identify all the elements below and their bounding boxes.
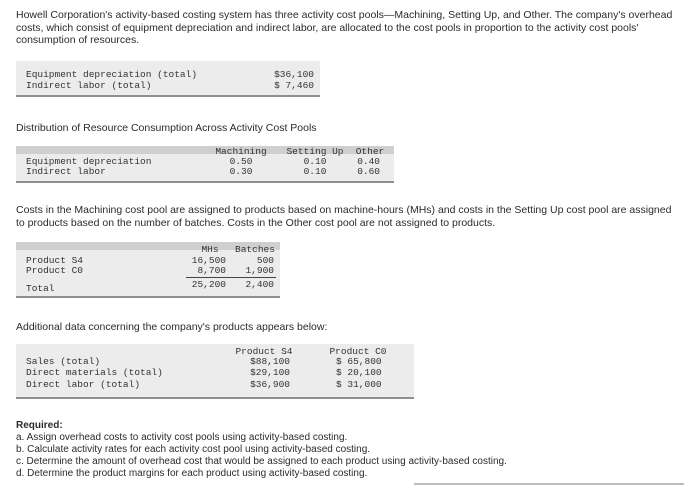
activity-row-label: Product C0	[26, 265, 84, 276]
product-cell: $ 20,100	[336, 367, 382, 378]
indirect-labor-label: Indirect labor (total)	[26, 80, 152, 91]
product-cell: $29,100	[250, 367, 290, 378]
dist-cell: 0.50	[229, 156, 253, 167]
activity-cell: 1,900	[245, 265, 274, 276]
equipment-depreciation-label: Equipment depreciation (total)	[26, 69, 198, 80]
col-machining: Machining	[215, 146, 267, 157]
required-item-d: d. Determine the product margins for each product using activity-based costing.	[16, 468, 368, 479]
dist-row-label: Equipment depreciation	[26, 156, 152, 167]
dist-cell: 0.10	[303, 166, 327, 177]
indirect-labor-value: $ 7,460	[274, 80, 314, 91]
activity-total-cell: 2,400	[245, 279, 274, 290]
dist-cell: 0.60	[357, 166, 380, 177]
product-row-label: Direct labor (total)	[26, 379, 141, 390]
equipment-depreciation-value: $36,100	[274, 69, 314, 80]
product-cell: $36,900	[250, 379, 290, 390]
required-item-b: b. Calculate activity rates for each activity cost pool using activity-based costing.	[16, 444, 371, 455]
product-row-label: Direct materials (total)	[26, 367, 163, 378]
product-cell: $88,100	[250, 356, 290, 367]
allocation-paragraph: Costs in the Machining cost pool are assigned to products based on machine-hours (MHs) and costs in the Setting Up cost pool are assigned to products based on the number of batches. Costs in the Other cost pool are not assigned to products.	[16, 204, 672, 229]
distribution-heading: Distribution of Resource Consumption Across Activity Cost Pools	[16, 122, 317, 134]
divider	[414, 483, 684, 485]
additional-data-heading: Additional data concerning the company's products appears below:	[16, 321, 328, 333]
col-mhs: MHs	[201, 244, 219, 255]
dist-cell: 0.10	[303, 156, 327, 167]
intro-paragraph: Howell Corporation's activity-based costing system has three activity cost pools—Machining, Setting Up, and Other. The company's overhead costs, which consist of equipment depreciation and indirect labor, are allocated to the cost pools in proportion to the activity cost pools' consumption of resources.	[16, 9, 673, 46]
col-batches: Batches	[235, 244, 275, 255]
required-item-a: a. Assign overhead costs to activity cost pools using activity-based costing.	[16, 432, 348, 443]
col-product-s4: Product S4	[235, 346, 293, 357]
product-cell: $ 31,000	[336, 379, 382, 390]
col-product-c0: Product C0	[329, 346, 387, 357]
col-other: Other	[355, 146, 385, 157]
dist-row-label: Indirect labor	[26, 166, 106, 177]
activity-cell: 16,500	[191, 255, 226, 266]
activity-cell: 500	[256, 255, 274, 266]
dist-cell: 0.30	[229, 166, 253, 177]
col-setting-up: Setting Up	[286, 146, 344, 157]
activity-total-label: Total	[26, 283, 55, 294]
required-section	[16, 420, 696, 480]
product-row-label: Sales (total)	[26, 356, 101, 367]
dist-cell: 0.40	[357, 156, 380, 167]
product-cell: $ 65,800	[336, 356, 382, 367]
activity-total-cell: 25,200	[191, 279, 226, 290]
required-title: Required:	[16, 420, 63, 431]
required-item-c: c. Determine the amount of overhead cost that would be assigned to each product using activity-based costing.	[16, 456, 507, 467]
activity-row-label: Product S4	[26, 255, 84, 266]
activity-cell: 8,700	[197, 265, 226, 276]
